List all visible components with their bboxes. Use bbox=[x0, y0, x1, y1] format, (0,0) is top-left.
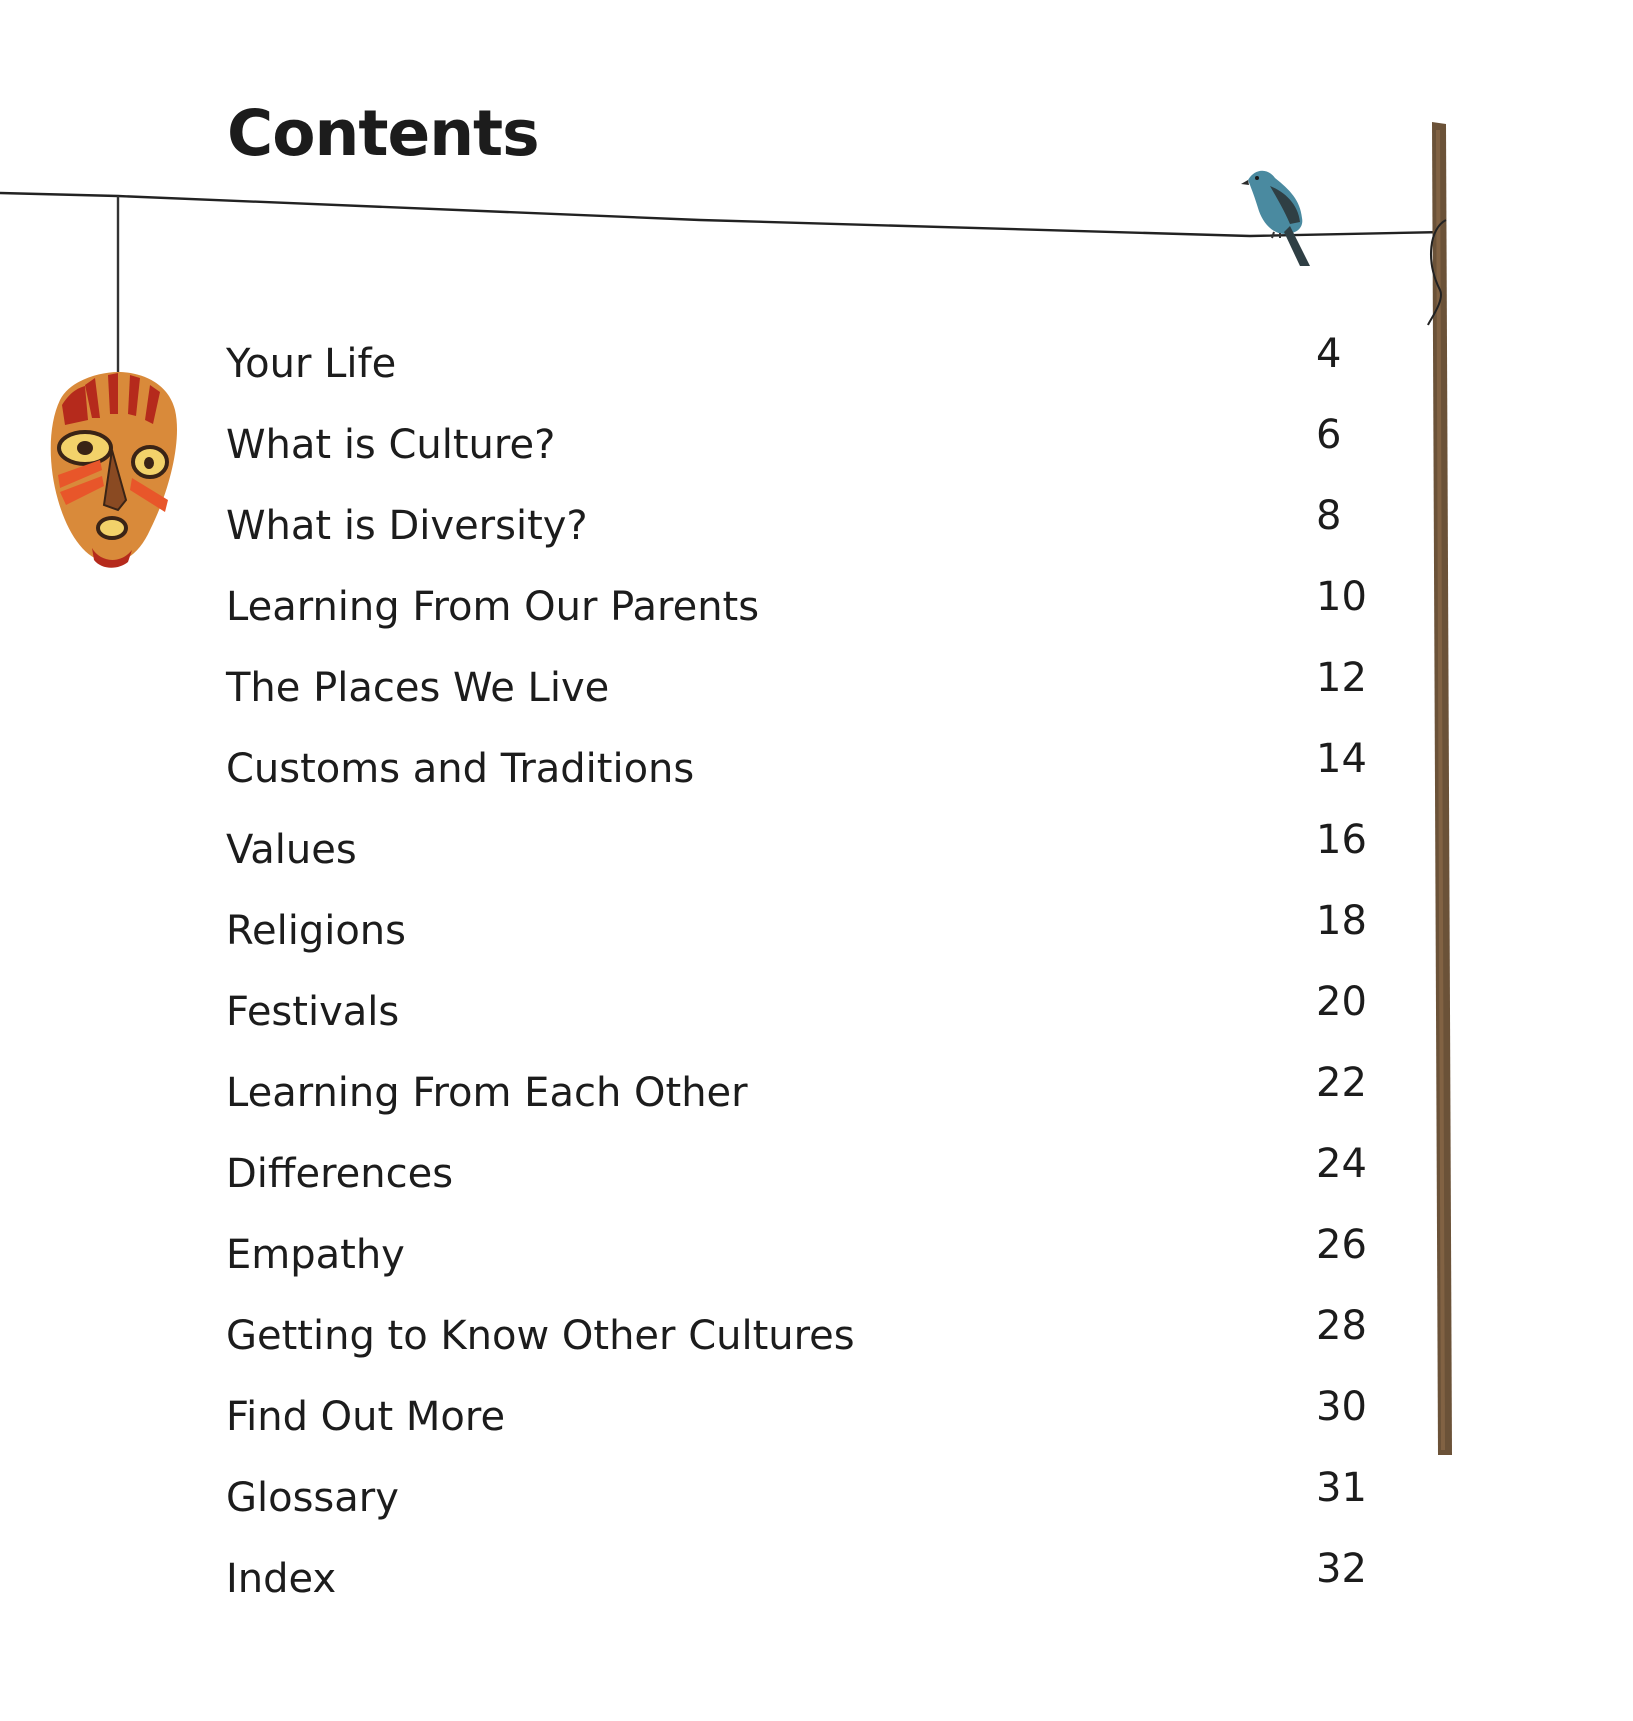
toc-entry-page: 20 bbox=[1316, 979, 1367, 1025]
toc-entry[interactable] bbox=[226, 574, 1396, 637]
wooden-pole bbox=[1428, 122, 1452, 1455]
toc-entry-page: 6 bbox=[1316, 412, 1342, 458]
toc-entry-title: Empathy bbox=[226, 1232, 405, 1278]
toc-entry[interactable] bbox=[226, 1384, 1396, 1447]
toc-entry[interactable] bbox=[226, 1060, 1396, 1123]
toc-entry[interactable] bbox=[226, 1303, 1396, 1366]
toc-entry[interactable] bbox=[226, 655, 1396, 718]
toc-entry-page: 30 bbox=[1316, 1384, 1367, 1430]
toc-entry-page: 8 bbox=[1316, 493, 1342, 539]
toc-entry-page: 10 bbox=[1316, 574, 1367, 620]
toc-entry[interactable] bbox=[226, 736, 1396, 799]
toc-entry-title: Getting to Know Other Cultures bbox=[226, 1313, 855, 1359]
toc-entry-title: Religions bbox=[226, 908, 406, 954]
toc-entry-page: 28 bbox=[1316, 1303, 1367, 1349]
toc-entry[interactable] bbox=[226, 1465, 1396, 1528]
toc-entry-title: Your Life bbox=[226, 341, 397, 387]
toc-entry[interactable] bbox=[226, 412, 1396, 475]
toc-entry-title: Festivals bbox=[226, 989, 400, 1035]
toc-entry-page: 26 bbox=[1316, 1222, 1367, 1268]
toc-entry-page: 12 bbox=[1316, 655, 1367, 701]
toc-entry-title: What is Culture? bbox=[226, 422, 556, 468]
toc-entry[interactable] bbox=[226, 1141, 1396, 1204]
toc-entry-page: 18 bbox=[1316, 898, 1367, 944]
toc-entry-title: The Places We Live bbox=[226, 665, 610, 711]
toc-entry[interactable] bbox=[226, 1546, 1396, 1609]
toc-entry-page: 24 bbox=[1316, 1141, 1367, 1187]
toc-entry-page: 14 bbox=[1316, 736, 1367, 782]
toc-entry-title: What is Diversity? bbox=[226, 503, 588, 549]
toc-entry-title: Learning From Each Other bbox=[226, 1070, 748, 1116]
toc-entry[interactable] bbox=[226, 898, 1396, 961]
toc-entry-page: 32 bbox=[1316, 1546, 1367, 1592]
toc-entry-page: 16 bbox=[1316, 817, 1367, 863]
toc-entry-title: Differences bbox=[226, 1151, 454, 1197]
toc-entry-title: Values bbox=[226, 827, 357, 873]
toc-entry-page: 22 bbox=[1316, 1060, 1367, 1106]
toc-entry[interactable] bbox=[226, 817, 1396, 880]
toc-entry[interactable] bbox=[226, 979, 1396, 1042]
page-title: Contents bbox=[227, 97, 539, 170]
toc-entry-title: Learning From Our Parents bbox=[226, 584, 760, 630]
toc-entry[interactable] bbox=[226, 493, 1396, 556]
toc-entry-title: Find Out More bbox=[226, 1394, 506, 1440]
toc-entry-title: Index bbox=[226, 1556, 337, 1602]
toc-entry-page: 31 bbox=[1316, 1465, 1367, 1511]
toc-entry-page: 4 bbox=[1316, 331, 1342, 377]
table-of-contents bbox=[226, 0, 1396, 1721]
toc-entry-title: Customs and Traditions bbox=[226, 746, 695, 792]
toc-entry[interactable] bbox=[226, 331, 1396, 394]
mask-icon bbox=[51, 372, 177, 568]
toc-entry[interactable] bbox=[226, 1222, 1396, 1285]
toc-entry-title: Glossary bbox=[226, 1475, 399, 1521]
